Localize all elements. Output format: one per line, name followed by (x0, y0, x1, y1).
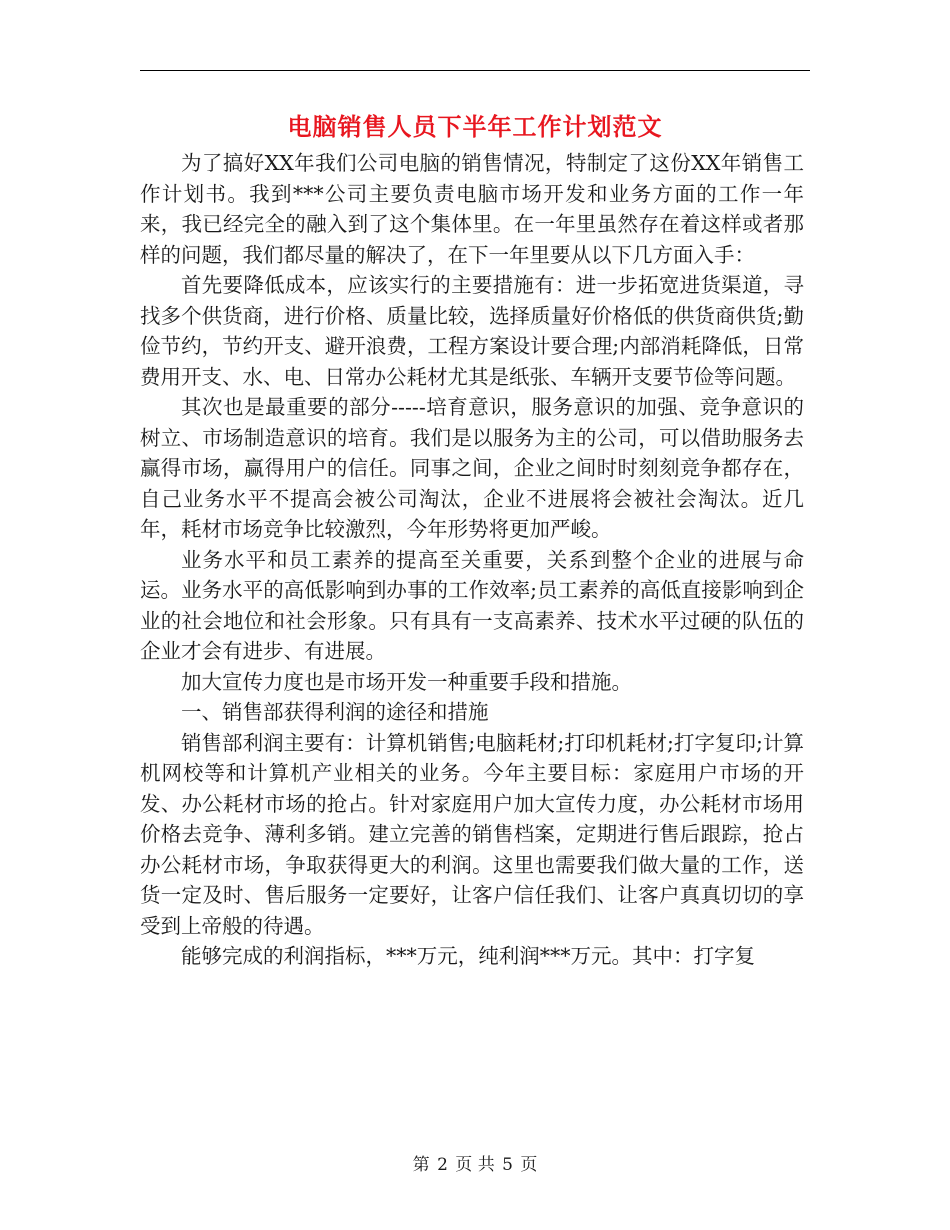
document-title: 电脑销售人员下半年工作计划范文 (287, 112, 663, 141)
paragraph-intro: 为了搞好XX年我们公司电脑的销售情况，特制定了这份XX年销售工作计划书。我到***公司主要负责电脑市场开发和业务方面的工作一年来，我已经完全的融入到了这个集体里。在一年里虽然存在着这样或者那样的问题，我们都尽量的解决了，在下一年里要从以下几方面入手： (140, 151, 804, 267)
footer-middle: 页 共 (455, 1155, 495, 1175)
document-body (140, 148, 804, 972)
paragraph-service-awareness: 其次也是最重要的部分-----培育意识，服务意识的加强、竞争意识的树立、市场制造意识的培育。我们是以服务为主的公司，可以借助服务去赢得市场，赢得用户的信任。同事之间，企业之间时时刻刻竞争都存在，自己业务水平不提高会被公司淘汰，企业不进展将会被社会淘汰。近几年，耗材市场竞争比较激烈，今年形势将更加严峻。 (140, 395, 804, 541)
page-footer (140, 1153, 810, 1177)
section-heading-profit: 一、销售部获得利润的途径和措施 (181, 700, 489, 724)
footer-total-pages: 5 (502, 1155, 513, 1175)
paragraph-profit-target: 能够完成的利润指标，***万元，纯利润***万元。其中：打字复 (181, 944, 755, 968)
footer-current-page: 2 (437, 1155, 448, 1175)
footer-prefix: 第 (412, 1155, 430, 1175)
footer-suffix: 页 (520, 1155, 538, 1175)
paragraph-staff-quality: 业务水平和员工素养的提高至关重要，关系到整个企业的进展与命运。业务水平的高低影响到办事的工作效率;员工素养的高低直接影响到企业的社会地位和社会形象。只有具有一支高素养、技术水平过硬的队伍的企业才会有进步、有进展。 (140, 547, 804, 663)
paragraph-reduce-costs: 首先要降低成本，应该实行的主要措施有：进一步拓宽进货渠道，寻找多个供货商，进行价格、质量比较，选择质量好价格低的供货商供货;勤俭节约，节约开支、避开浪费，工程方案设计要合理;内部消耗降低，日常费用开支、水、电、日常办公耗材尤其是纸张、车辆开支要节俭等问题。 (140, 273, 804, 389)
paragraph-sales-profit: 销售部利润主要有：计算机销售;电脑耗材;打印机耗材;打字复印;计算机网校等和计算机产业相关的业务。今年主要目标：家庭用户市场的开发、办公耗材市场的抢占。针对家庭用户加大宣传力度，办公耗材市场用价格去竞争、薄利多销。建立完善的销售档案，定期进行售后跟踪，抢占办公耗材市场，争取获得更大的利润。这里也需要我们做大量的工作，送货一定及时、售后服务一定要好，让客户信任我们、让客户真真切切的享受到上帝般的待遇。 (140, 730, 804, 938)
header-rule (140, 70, 810, 71)
paragraph-publicity: 加大宣传力度也是市场开发一种重要手段和措施。 (181, 669, 632, 694)
